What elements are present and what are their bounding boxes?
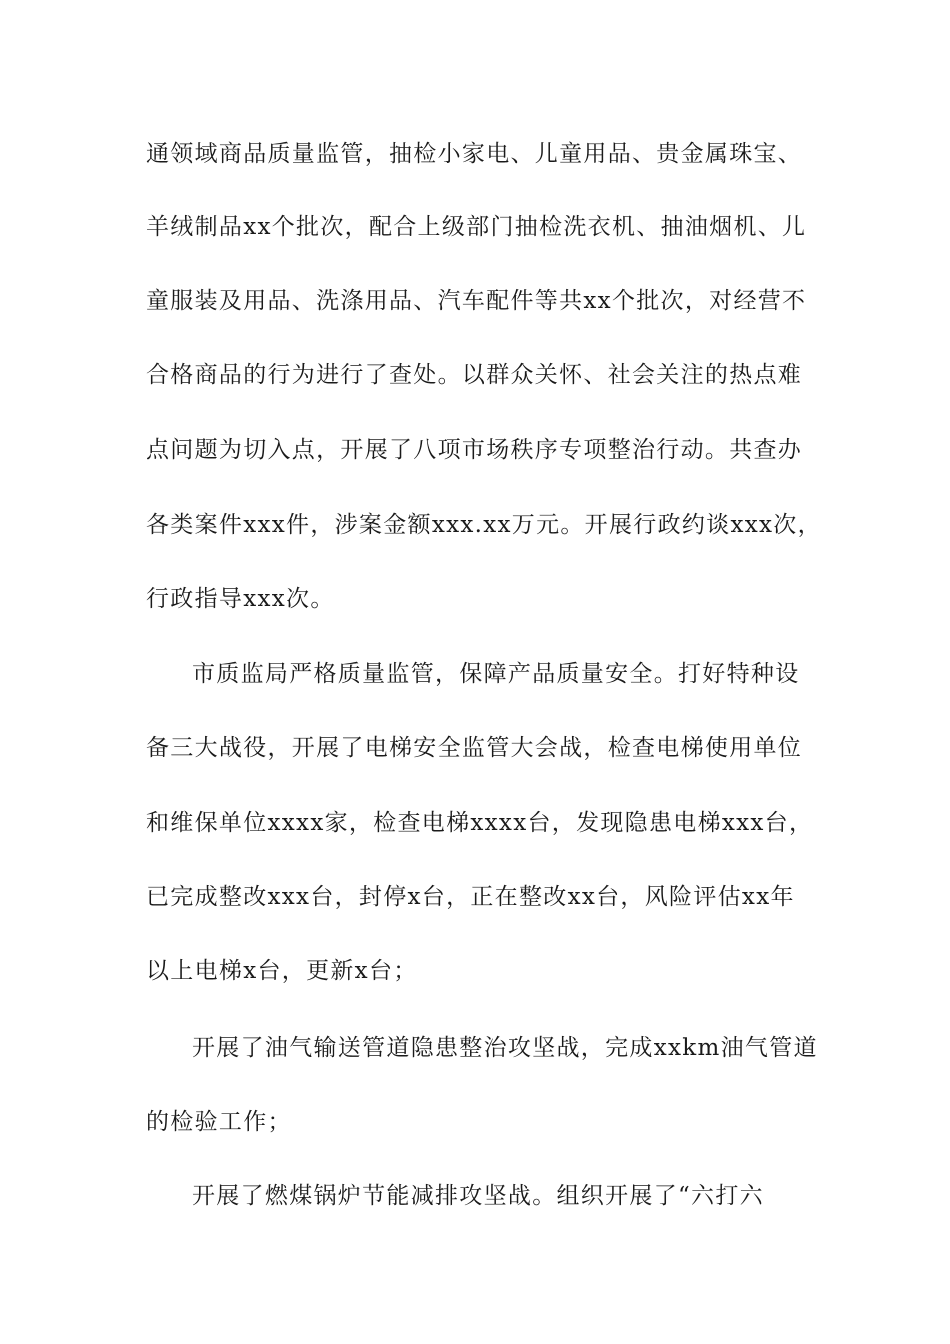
text-line: 已完成整改xxx台，封停x台，正在整改xx台，风险评估xx年 <box>146 884 795 910</box>
text-line: 各类案件xxx件，涉案金额xxx.xx万元。开展行政约谈xxx次， <box>146 512 822 538</box>
text-line: 以上电梯x台，更新x台； <box>146 958 418 984</box>
text-line: 羊绒制品xx个批次，配合上级部门抽检洗衣机、抽油烟机、儿 <box>146 214 807 240</box>
text-line: 通领域商品质量监管，抽检小家电、儿童用品、贵金属珠宝、 <box>146 141 803 167</box>
text-line: 点问题为切入点，开展了八项市场秩序专项整治行动。共查办 <box>146 437 803 463</box>
text-line: 童服装及用品、洗涤用品、汽车配件等共xx个批次，对经营不 <box>146 288 807 314</box>
text-line: 合格商品的行为进行了查处。以群众关怀、社会关注的热点难 <box>146 362 803 388</box>
text-line: 备三大战役，开展了电梯安全监管大会战，检查电梯使用单位 <box>146 735 803 761</box>
paragraph-first-line: 开展了油气输送管道隐患整治攻坚战，完成xxkm油气管道 <box>192 1035 818 1061</box>
text-line: 的检验工作； <box>146 1109 292 1135</box>
text-line: 行政指导xxx次。 <box>146 586 335 612</box>
paragraph-first-line: 市质监局严格质量监管，保障产品质量安全。打好特种设 <box>192 661 800 687</box>
text-line: 和维保单位xxxx家，检查电梯xxxx台，发现隐患电梯xxx台， <box>146 810 814 836</box>
paragraph-first-line: 开展了燃煤锅炉节能减排攻坚战。组织开展了“六打六 <box>192 1183 764 1209</box>
